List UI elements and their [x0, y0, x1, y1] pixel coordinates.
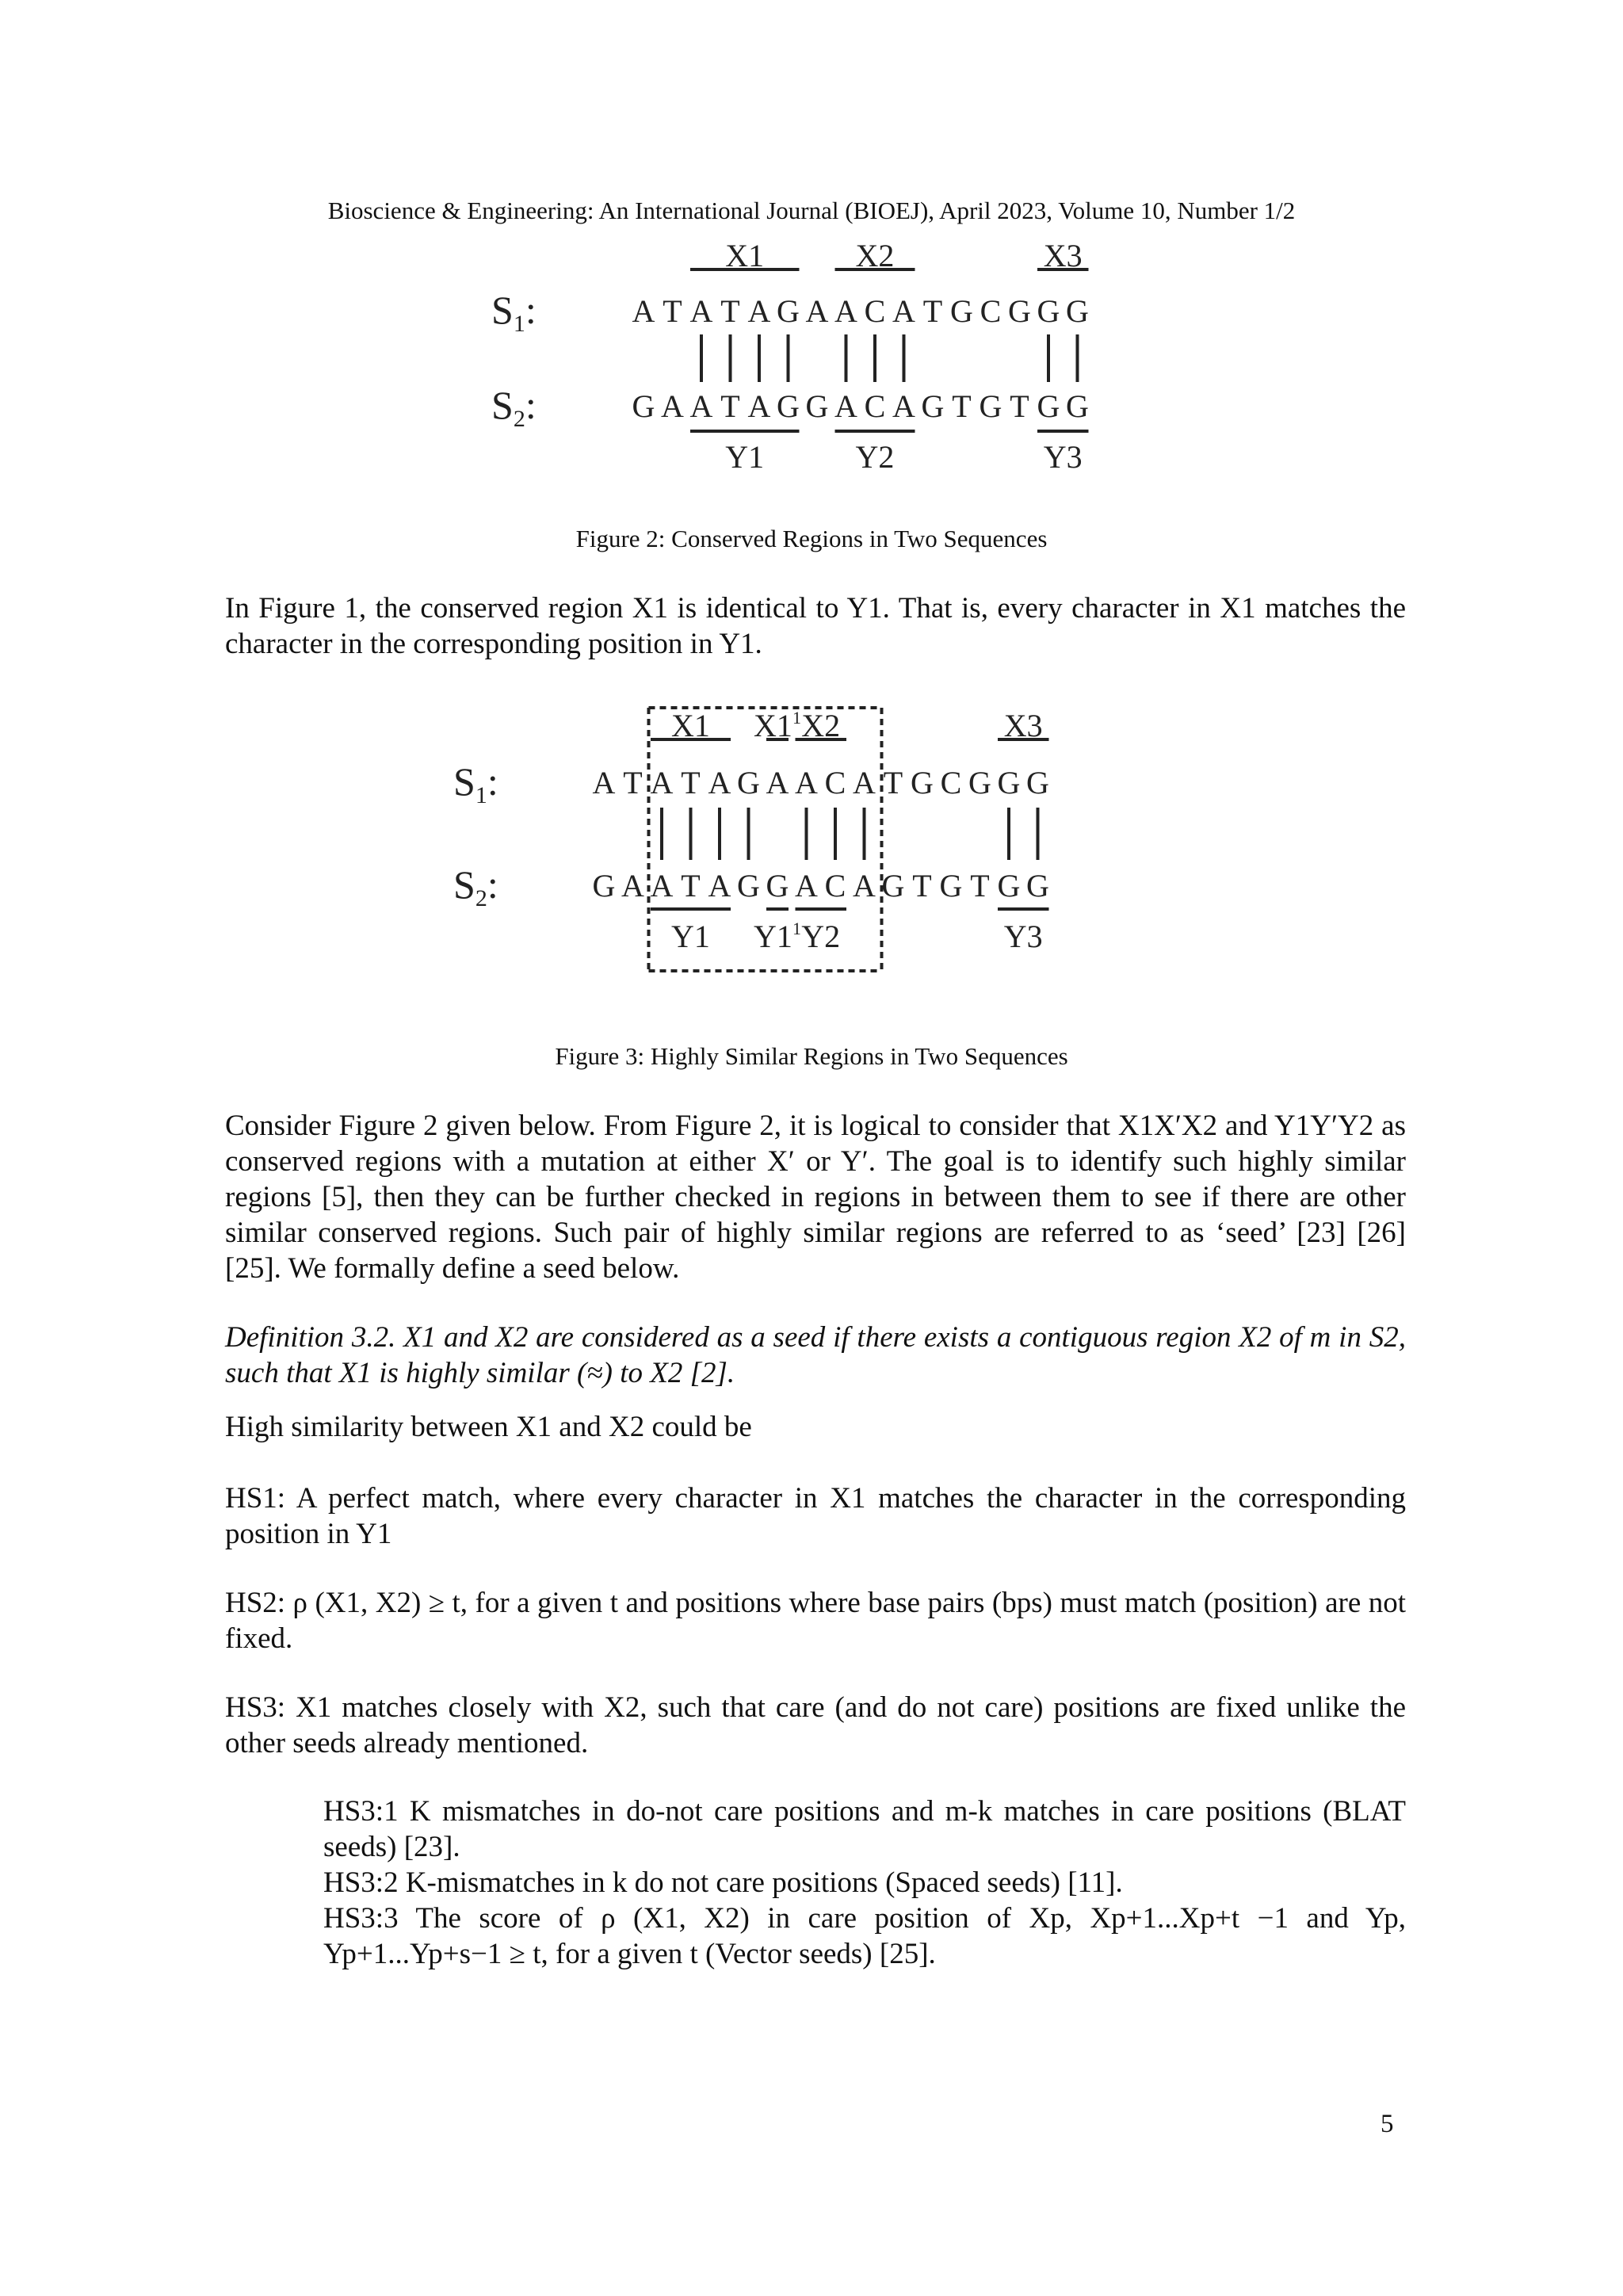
hs3-item: HS3: X1 matches closely with X2, such that care (and do not care) positions are fixed unlike the other seeds already mentioned. — [225, 1691, 1406, 1759]
base-s2-15: G — [1066, 388, 1089, 424]
base-s1-5: G — [737, 765, 760, 800]
base-s1-14: G — [1037, 293, 1060, 329]
hs3-1-item: HS3:1 K mismatches in do-not care positions and m-k matches in care positions (BLAT seeds) [23]. — [323, 1795, 1406, 1863]
base-s2-11: T — [952, 388, 972, 424]
definition-3-2: Definition 3.2. X1 and X2 are considered as a seed if there exists a contiguous region X2 of m in S2, such that X1 is highly similar (≈) to X2 [2]. — [225, 1321, 1406, 1389]
region-bottom-label-1: Y2 — [855, 439, 895, 475]
base-s1-10: T — [883, 765, 903, 800]
region-bottom-label-1: $Y1^1$ — [754, 919, 801, 954]
base-s2-10: G — [881, 868, 905, 904]
base-s1-13: G — [968, 765, 991, 800]
base-s1-9: A — [853, 765, 876, 800]
region-top-label-1: $X1^1$ — [754, 708, 801, 743]
base-s1-15: G — [1066, 293, 1089, 329]
base-s1-1: T — [663, 293, 682, 329]
base-s2-6: G — [805, 388, 829, 424]
base-s2-5: G — [737, 868, 760, 904]
base-s1-12: C — [980, 293, 1002, 329]
base-s2-13: T — [970, 868, 990, 904]
base-s2-15: G — [1026, 868, 1049, 904]
base-s1-8: C — [824, 765, 846, 800]
base-s2-0: G — [592, 868, 616, 904]
paragraph-figure1: In Figure 1, the conserved region X1 is identical to Y1. That is, every character in X1 matches the character in the corresponding position in Y1. — [225, 592, 1406, 660]
base-s1-0: A — [592, 765, 616, 800]
base-s2-8: C — [824, 868, 846, 904]
paragraph-seed-intro: Consider Figure 2 given below. From Figure 2, it is logical to consider that X1X′X2 and Y1Y′Y2 as conserved regions with a mutation at either X′ or Y′. The goal is to identify such highly similar regions [5], then they can be further checked in regions in between them to see if there are other similar conserved regions. Such pair of highly similar regions are referred to as ‘seed’ [23] [26] [25]. We formally define a seed below. — [225, 1110, 1406, 1285]
base-s1-3: T — [681, 765, 701, 800]
base-s2-14: G — [997, 868, 1021, 904]
region-bottom-label-2: Y2 — [801, 919, 841, 954]
figure-3-sequence-diagram — [444, 701, 1205, 995]
region-top-label-3: X3 — [1003, 708, 1043, 743]
region-top-label-2: X2 — [801, 708, 841, 743]
base-s2-13: T — [1010, 388, 1029, 424]
base-s1-7: A — [795, 765, 818, 800]
base-s1-13: G — [1008, 293, 1031, 329]
base-s1-3: T — [720, 293, 740, 329]
base-s2-2: A — [650, 868, 674, 904]
base-s1-4: A — [708, 765, 731, 800]
base-s2-9: A — [853, 868, 876, 904]
base-s2-14: G — [1037, 388, 1060, 424]
base-s2-0: G — [632, 388, 655, 424]
base-s2-5: G — [777, 388, 800, 424]
base-s1-11: G — [950, 293, 973, 329]
figure-2-sequence-diagram — [475, 238, 1205, 499]
base-s1-2: A — [650, 765, 674, 800]
region-top-label-0: X1 — [671, 708, 710, 743]
page-number: 5 — [1381, 2110, 1394, 2138]
region-bottom-label-0: Y1 — [725, 439, 765, 475]
base-s2-3: T — [720, 388, 740, 424]
s1-label: $S_1$: — [453, 759, 498, 808]
base-s1-15: G — [1026, 765, 1049, 800]
base-s2-7: A — [834, 388, 857, 424]
base-s2-8: C — [864, 388, 886, 424]
running-header: Bioscience & Engineering: An International Journal (BIOEJ), April 2023, Volume 10, Number 1/2 — [327, 197, 1296, 224]
region-bottom-label-0: Y1 — [671, 919, 710, 954]
base-s1-8: C — [864, 293, 886, 329]
base-s1-2: A — [689, 293, 713, 329]
s2-label: $S_2$: — [453, 862, 498, 911]
base-s2-6: G — [766, 868, 789, 904]
paragraph-high-similarity: High similarity between X1 and X2 could be — [225, 1411, 752, 1443]
base-s1-10: T — [922, 293, 943, 329]
hs1-item: HS1: A perfect match, where every character in X1 matches the character in the corresponding position in Y1 — [225, 1482, 1406, 1550]
base-s1-0: A — [632, 293, 655, 329]
region-bottom-label-3: Y3 — [1003, 919, 1043, 954]
base-s1-1: T — [623, 765, 643, 800]
base-s2-9: A — [892, 388, 915, 424]
s2-label: $S_2$: — [491, 383, 537, 432]
base-s2-1: A — [661, 388, 684, 424]
region-top-label-0: X1 — [725, 238, 765, 273]
hs2-item: HS2: ρ (X1, X2) ≥ t, for a given t and positions where base pairs (bps) must match (position) are not fixed. — [225, 1587, 1406, 1655]
base-s1-11: G — [911, 765, 934, 800]
base-s1-6: A — [766, 765, 789, 800]
base-s1-14: G — [997, 765, 1021, 800]
base-s1-12: C — [940, 765, 962, 800]
base-s1-4: A — [747, 293, 771, 329]
base-s2-7: A — [795, 868, 818, 904]
base-s1-7: A — [834, 293, 857, 329]
base-s2-12: G — [979, 388, 1002, 424]
region-top-label-1: X2 — [855, 238, 895, 273]
hs3-3-item: HS3:3 The score of ρ (X1, X2) in care position of Xp, Xp+1...Xp+t −1 and Yp, Yp+1...Yp+s−1 ≥ t, for a given t (Vector seeds) [25]. — [323, 1902, 1406, 1970]
base-s1-5: G — [777, 293, 800, 329]
s1-label: $S_1$: — [491, 288, 537, 337]
figure-2-caption: Figure 2: Conserved Regions in Two Sequences — [575, 525, 1048, 552]
base-s2-11: T — [912, 868, 932, 904]
base-s2-3: T — [681, 868, 701, 904]
region-top-label-2: X3 — [1043, 238, 1083, 273]
base-s2-4: A — [747, 388, 771, 424]
base-s1-6: A — [805, 293, 829, 329]
base-s2-2: A — [689, 388, 713, 424]
base-s2-1: A — [621, 868, 644, 904]
figure-3-caption: Figure 3: Highly Similar Regions in Two Sequences — [555, 1042, 1068, 1070]
region-bottom-label-2: Y3 — [1043, 439, 1083, 475]
base-s2-12: G — [939, 868, 963, 904]
base-s2-4: A — [708, 868, 731, 904]
base-s1-9: A — [892, 293, 915, 329]
hs3-2-item: HS3:2 K-mismatches in k do not care positions (Spaced seeds) [11]. — [323, 1866, 1123, 1899]
base-s2-10: G — [921, 388, 945, 424]
